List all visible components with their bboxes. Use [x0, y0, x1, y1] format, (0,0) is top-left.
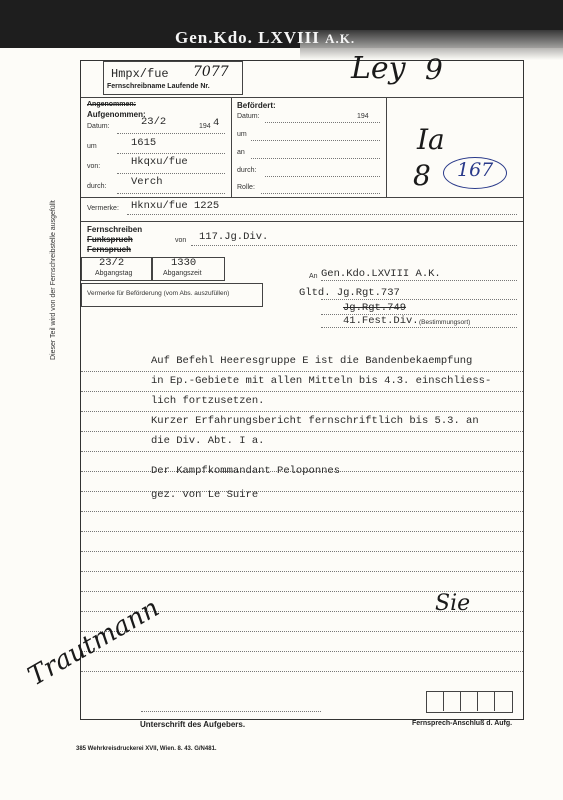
- dotline: [261, 193, 380, 194]
- signoff-line-2: gez. von Le Suire: [151, 489, 259, 501]
- divider: [494, 691, 495, 711]
- dotline: [81, 651, 523, 652]
- body-line-5: die Div. Abt. I a.: [151, 435, 265, 447]
- dotline: [251, 140, 380, 141]
- serial-value: Hmpx/fue: [111, 67, 169, 81]
- dotline: [81, 451, 523, 452]
- type-line1: Fernschreiben: [87, 225, 143, 234]
- type-line2: Funkspruch: [87, 235, 133, 244]
- dotline: [321, 327, 517, 328]
- an-line3: Jg.Rgt.749: [343, 302, 407, 314]
- handwritten-8: 8: [413, 159, 431, 192]
- dotline: [117, 193, 225, 194]
- auf-year-suffix: 194: [199, 123, 211, 130]
- dotline: [81, 531, 523, 532]
- bef-year-suffix: 194: [357, 113, 369, 120]
- dotline: [81, 491, 523, 492]
- dotline: [117, 133, 225, 134]
- auf-von-value: Hkqxu/fue: [131, 156, 188, 168]
- divider: [231, 97, 232, 197]
- divider: [443, 691, 444, 711]
- anschluss-box: [426, 691, 513, 713]
- an-line2: Gltd. Jg.Rgt.737: [299, 287, 400, 299]
- bef-rolle-label: Rolle:: [237, 184, 255, 191]
- dotline: [81, 511, 523, 512]
- dotline: [321, 299, 517, 300]
- dotline: [81, 431, 523, 432]
- signoff-line-1: Der Kampfkommandant Peloponnes: [151, 465, 341, 477]
- befoerdert-label: Befördert:: [237, 101, 276, 110]
- type-von-value: 117.Jg.Div.: [199, 231, 269, 243]
- divider: [386, 97, 387, 197]
- auf-year-value: 4: [213, 117, 220, 129]
- divider: [460, 691, 461, 711]
- auf-durch-value: Verch: [131, 176, 163, 188]
- dotline: [81, 571, 523, 572]
- dotline: [81, 371, 523, 372]
- divider: [81, 197, 523, 198]
- header-unit-text: Gen.Kdo. LXVIII: [175, 28, 320, 47]
- vermerke-value: Hknxu/fue 1225: [131, 200, 220, 212]
- unterschrift-label: Unterschrift des Aufgebers.: [140, 720, 246, 729]
- header-unit: [175, 28, 355, 48]
- an-label: An: [309, 273, 318, 280]
- handwritten-ia: Ia: [417, 123, 445, 156]
- divider: [81, 221, 523, 222]
- bestimmungsort-label: (Bestimmungsort): [419, 319, 471, 326]
- print-imprint: 385 Wehrkreisdruckerei XVII, Wien. 8. 43. G/N481.: [76, 746, 217, 752]
- handwritten-sig: Ley: [351, 51, 406, 86]
- dotline: [81, 671, 523, 672]
- dotline: [321, 280, 517, 281]
- aufgenommen-label: Aufgenommen:: [87, 110, 146, 119]
- auf-um-label: um: [87, 143, 97, 150]
- body-line-2: in Ep.-Gebiete mit allen Mitteln bis 4.3. einschliess-: [151, 375, 492, 387]
- bef-an-label: an: [237, 149, 245, 156]
- dotline: [141, 711, 321, 712]
- divider: [477, 691, 478, 711]
- dotline: [251, 158, 380, 159]
- abgangszeit-value: 1330: [171, 257, 197, 269]
- type-line3: Fernspruch: [87, 245, 132, 254]
- header-suffix: A.K.: [325, 31, 356, 46]
- sidebar-note: Dieser Teil wird von der Fernschreibstelle ausgefüllt: [50, 200, 57, 360]
- body-line-4: Kurzer Erfahrungsbericht fernschriftlich bis 5.3. an: [151, 415, 479, 427]
- dotline: [81, 631, 523, 632]
- auf-um-value: 1615: [131, 137, 157, 149]
- abgangstag-value: 23/2: [99, 257, 125, 269]
- anschluss-label: Fernsprech-Anschluß d. Aufg.: [412, 720, 513, 727]
- handwritten-9: 9: [425, 53, 443, 86]
- dotline: [265, 122, 380, 123]
- dotline: [81, 551, 523, 552]
- dotline: [117, 173, 225, 174]
- angenommen-label: Angenommen:: [87, 101, 136, 108]
- abgangszeit-label: Abgangszeit: [163, 270, 202, 277]
- body-line-1: Auf Befehl Heeresgruppe E ist die Bandenbekaempfung: [151, 355, 473, 367]
- serial-number: 7077: [193, 64, 229, 80]
- auf-von-label: von:: [87, 163, 101, 170]
- vermerke-label: Vermerke:: [87, 205, 119, 212]
- abgangstag-label: Abgangstag: [95, 270, 133, 277]
- type-von-label: von: [175, 237, 187, 244]
- handwritten-initials: Sie: [435, 591, 471, 616]
- an-line4: 41.Fest.Div.: [343, 315, 419, 327]
- dotline: [81, 391, 523, 392]
- bef-um-label: um: [237, 131, 247, 138]
- circled-number: 167: [457, 159, 494, 181]
- auf-datum-label: Datum:: [87, 123, 110, 130]
- vermerke-befoerderung-label: Vermerke für Beförderung (vom Abs. auszufüllen): [87, 290, 230, 297]
- dotline: [117, 153, 225, 154]
- divider: [81, 97, 523, 98]
- auf-datum-value: 23/2: [141, 116, 167, 128]
- dotline: [191, 245, 517, 246]
- auf-durch-label: durch:: [87, 183, 107, 190]
- side-signature: Trautmann: [23, 592, 165, 692]
- dotline: [127, 214, 517, 215]
- dotline: [81, 411, 523, 412]
- bef-datum-label: Datum:: [237, 113, 260, 120]
- serial-caption: Fernschreibname Laufende Nr.: [107, 83, 210, 90]
- bef-durch-label: durch:: [237, 167, 257, 174]
- dotline: [265, 176, 380, 177]
- an-line1: Gen.Kdo.LXVIII A.K.: [321, 268, 441, 280]
- body-line-3: lich fortzusetzen.: [151, 395, 265, 407]
